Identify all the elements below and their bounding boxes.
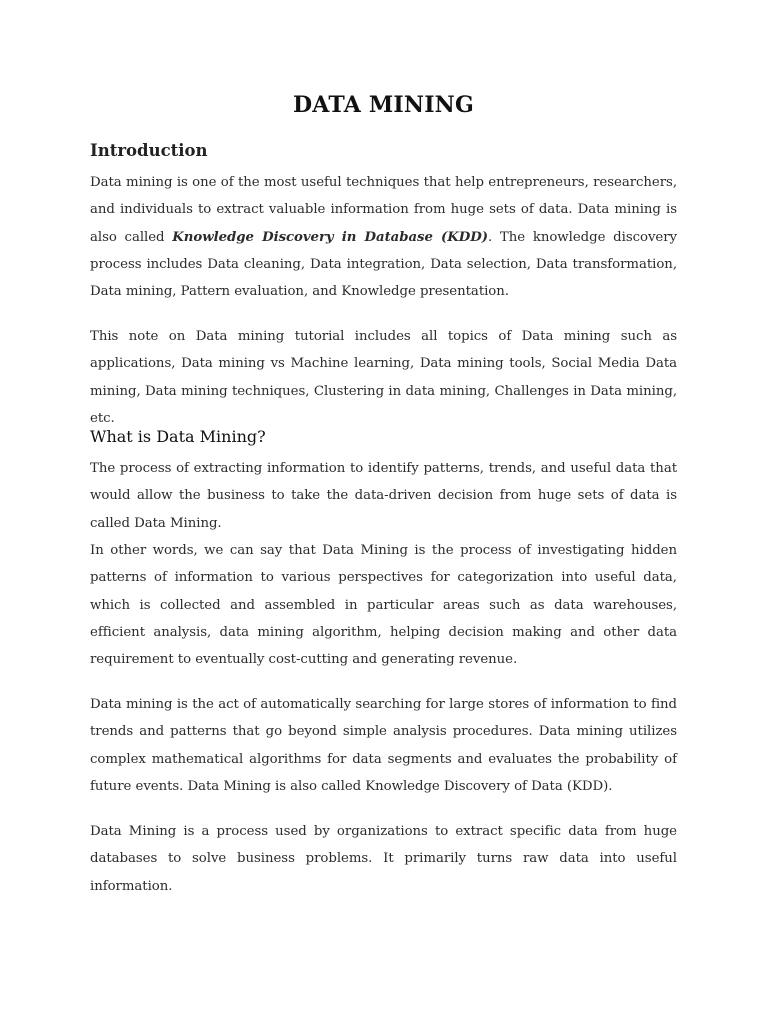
what-is-paragraph-4-text: Data Mining is a process used by organizations to extract specific data from huge databases to solve business problems. It primarily turns raw data into useful information. [90,824,677,894]
intro-paragraph-1 [90,169,677,305]
what-is-heading: What is Data Mining? [90,427,266,446]
intro-p1-part2: . The knowledge discovery process includes Data cleaning, Data integration, Data selection, Data transformation, Data mining, Pattern evaluation, and Knowledge presentation. [90,229,677,300]
what-is-paragraph-3 [90,691,677,800]
what-is-paragraph-4 [90,818,677,900]
what-is-paragraph-1-text: The process of extracting information to identify patterns, trends, and useful data that would allow the business to take the data-driven decision from huge sets of data is called Data Mining. [90,461,677,531]
what-is-paragraph-3-text: Data mining is the act of automatically searching for large stores of information to find trends and patterns that go beyond simple analysis procedures. Data mining utilizes complex mathematical algorithms for data segments and evaluates the probability of future events. Data Mining is also called Knowledge Discovery of Data (KDD). [90,697,677,794]
what-is-section [90,427,677,446]
intro-paragraph-2-text: This note on Data mining tutorial includes all topics of Data mining such as applications, Data mining vs Machine learning, Data mining tools, Social Media Data mining, Data mining techniques, Clustering in data mining, Challenges in Data mining, etc. [90,329,677,426]
intro-heading: Introduction [90,141,208,160]
intro-section [90,141,677,160]
what-is-paragraph-2 [90,537,677,673]
intro-paragraph-1-text [90,169,677,305]
what-is-paragraph-2-text: In other words, we can say that Data Mining is the process of investigating hidden patterns of information to various perspectives for categorization into useful data, which is collected and assembled in particular areas such as data warehouses, efficient analysis, data mining algorithm, helping decision making and other data requirement to eventually cost-cutting and generating revenue. [90,543,677,668]
kdd-emphasis: Knowledge Discovery in Database (KDD) [172,229,488,245]
intro-p1-part1: Data mining is one of the most useful techniques that help entrepreneurs, researchers, and individuals to extract valuable information from huge sets of data. Data mining is also called [90,175,677,245]
intro-paragraph-2 [90,323,677,432]
page-title: DATA MINING [293,92,474,118]
what-is-paragraph-1 [90,455,677,537]
